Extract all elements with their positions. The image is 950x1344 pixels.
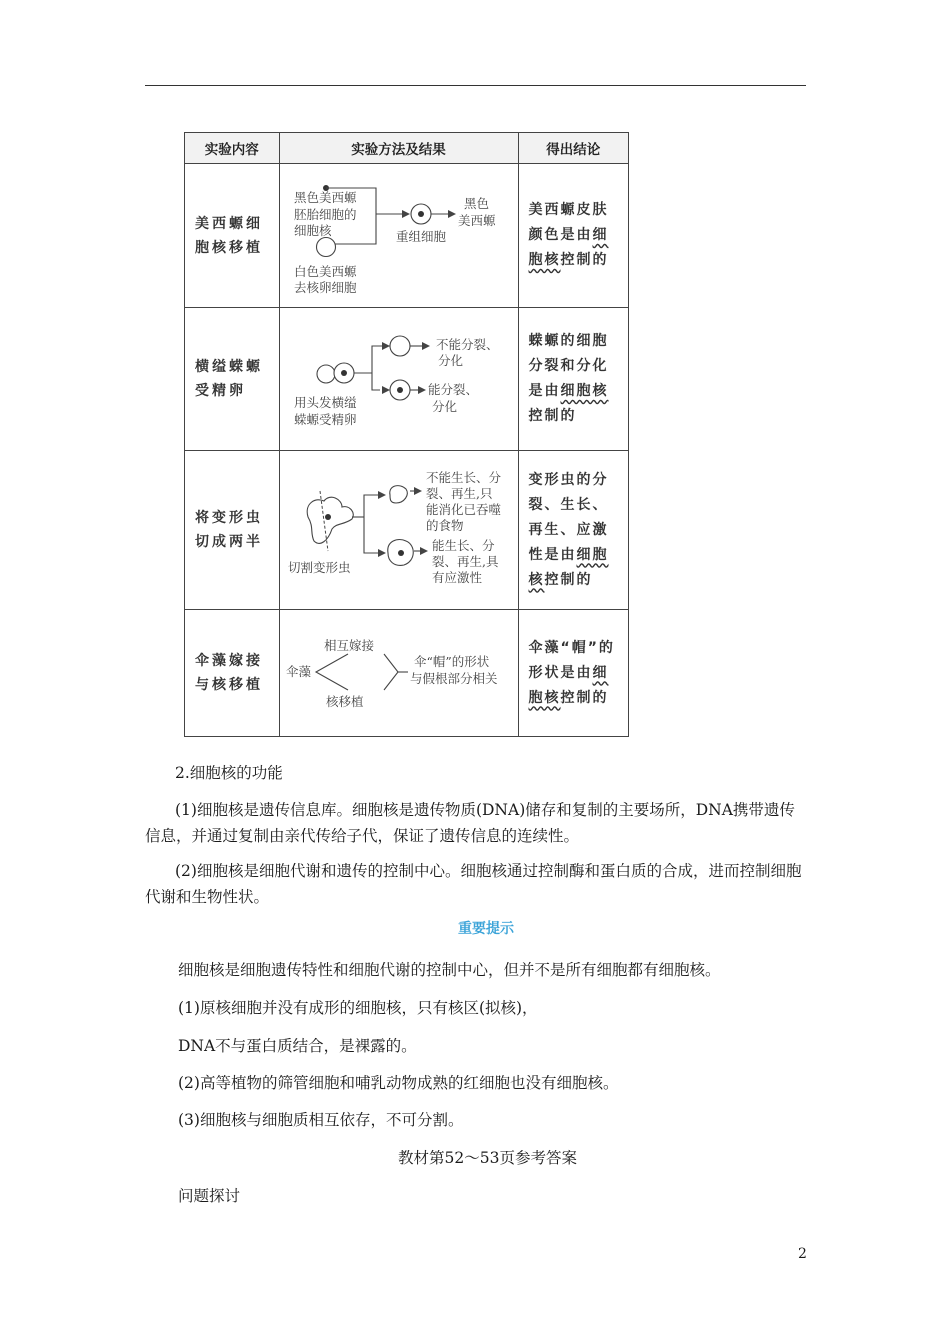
table-row: [185, 308, 629, 451]
experiment-table: [184, 132, 629, 737]
egg-half-left: [317, 365, 335, 383]
donor-line: 黑色美西螈: [293, 190, 357, 205]
result-line: 美西螈: [457, 213, 496, 228]
table-header-row: [185, 133, 629, 164]
recombined-label: 重组细胞: [395, 229, 446, 244]
conclusion-keyword: 细胞核: [528, 664, 609, 706]
amoeba-half-without-nucleus: [389, 486, 406, 503]
header-conclusion: 得出结论: [518, 133, 628, 164]
highlight-label: 重要提示: [458, 921, 514, 937]
table-row: [185, 451, 629, 610]
table-row: [185, 164, 629, 308]
bottom-result-line: 能分裂、: [427, 382, 478, 397]
conclusion-text: 变形虫的分裂、生长、再生、应激性是由: [528, 471, 609, 563]
tip-item-1: (1)原核细胞并没有成形的细胞核，只有核区(拟核)，: [178, 999, 538, 1017]
conclusion-text: 控制的: [560, 689, 609, 706]
conclusion-text: 伞藻“帽”的形状是由: [528, 639, 615, 681]
result-line: 伞“帽”的形状: [413, 654, 489, 669]
egg-cell: [316, 238, 335, 257]
tip-item-1-continued: DNA不与蛋白质结合，是裸露的。: [178, 1037, 417, 1055]
method-bottom: 核移植: [325, 694, 364, 709]
caption: 切割变形虫: [287, 560, 351, 575]
top-result-line: 裂、再生,只: [425, 486, 492, 501]
bottom-result-line: 能生长、分: [431, 538, 495, 553]
diagram-salamander: [279, 164, 518, 308]
conclusion-keyword: 细胞核: [528, 546, 609, 588]
bottom-result-line: 有应激性: [431, 570, 482, 585]
conclusion-text: 控制的: [528, 408, 577, 424]
tip-main: 细胞核是细胞遗传特性和细胞代谢的控制中心，但并不是所有细胞都有细胞核。: [178, 961, 721, 979]
method-top: 相互嫁接: [323, 638, 374, 653]
header-method: 实验方法及结果: [279, 133, 518, 164]
experiment-name: 伞藻嫁接与核移植: [185, 610, 280, 737]
tip-item-2: (2)高等植物的筛管细胞和哺乳动物成熟的红细胞也没有细胞核。: [178, 1074, 619, 1092]
experiment-name: 美西螈细胞核移植: [185, 164, 280, 308]
conclusion-text: 控制的: [560, 252, 609, 268]
result-line: 与假根部分相关: [409, 671, 498, 686]
bottom-result-line: 分化: [431, 399, 457, 414]
experiment-name: 横缢蝾螈受精卵: [185, 308, 280, 451]
section-heading: 2.细胞核的功能: [175, 764, 283, 782]
recipient-line: 去核卵细胞: [293, 280, 357, 295]
top-result-line: 不能分裂、: [435, 337, 499, 352]
top-result-line: 能消化已吞噬: [425, 502, 501, 517]
top-result-line: 的食物: [425, 518, 464, 533]
top-result-line: 不能生长、分: [425, 470, 501, 485]
conclusion: [518, 164, 628, 308]
bottom-result-line: 裂、再生,具: [431, 554, 498, 569]
conclusion-keyword: 细胞核: [528, 227, 609, 268]
donor-line: 胚胎细胞的: [293, 207, 357, 222]
header-rule: [145, 85, 806, 86]
conclusion-text: 美西螈皮肤颜色是由: [528, 202, 609, 243]
amoeba-shape: [307, 497, 353, 543]
caption-line: 蝾螈受精卵: [293, 412, 357, 427]
subject: 伞藻: [285, 664, 311, 679]
conclusion: [518, 308, 628, 451]
header-content: 实验内容: [185, 133, 280, 164]
answers-title: 教材第52～53页参考答案: [398, 1149, 577, 1167]
diagram-amoeba: [279, 451, 518, 610]
paragraph-function-2: (2)细胞核是细胞代谢和遗传的控制中心。细胞核通过控制酶和蛋白质的合成，进而控制细胞代谢和生物性状。: [145, 862, 802, 906]
conclusion-text: 蝾螈的细胞分裂和分化是由: [528, 333, 609, 399]
conclusion: [518, 451, 628, 610]
conclusion-keyword: 细胞核: [560, 383, 609, 399]
cell-without-nucleus: [390, 336, 410, 356]
recipient-line: 白色美西螈: [293, 264, 357, 279]
table-row: [185, 610, 629, 737]
result-line: 黑色: [463, 196, 489, 211]
question-heading: 问题探讨: [178, 1187, 241, 1205]
diagram-acetabularia: [279, 610, 518, 737]
diagram-newt: [279, 308, 518, 451]
conclusion-text: 控制的: [544, 571, 593, 588]
tip-item-3: (3)细胞核与细胞质相互依存，不可分割。: [178, 1111, 464, 1129]
caption-line: 用头发横缢: [293, 395, 357, 410]
paragraph-function-1: (1)细胞核是遗传信息库。细胞核是遗传物质(DNA)储存和复制的主要场所，DNA携带遗传信息，并通过复制由亲代传给子代，保证了遗传信息的连续性。: [145, 801, 795, 845]
experiment-name: 将变形虫切成两半: [185, 451, 280, 610]
conclusion: [518, 610, 628, 737]
donor-line: 细胞核: [293, 223, 332, 238]
page-number: 2: [798, 1246, 807, 1262]
top-result-line: 分化: [437, 353, 463, 368]
